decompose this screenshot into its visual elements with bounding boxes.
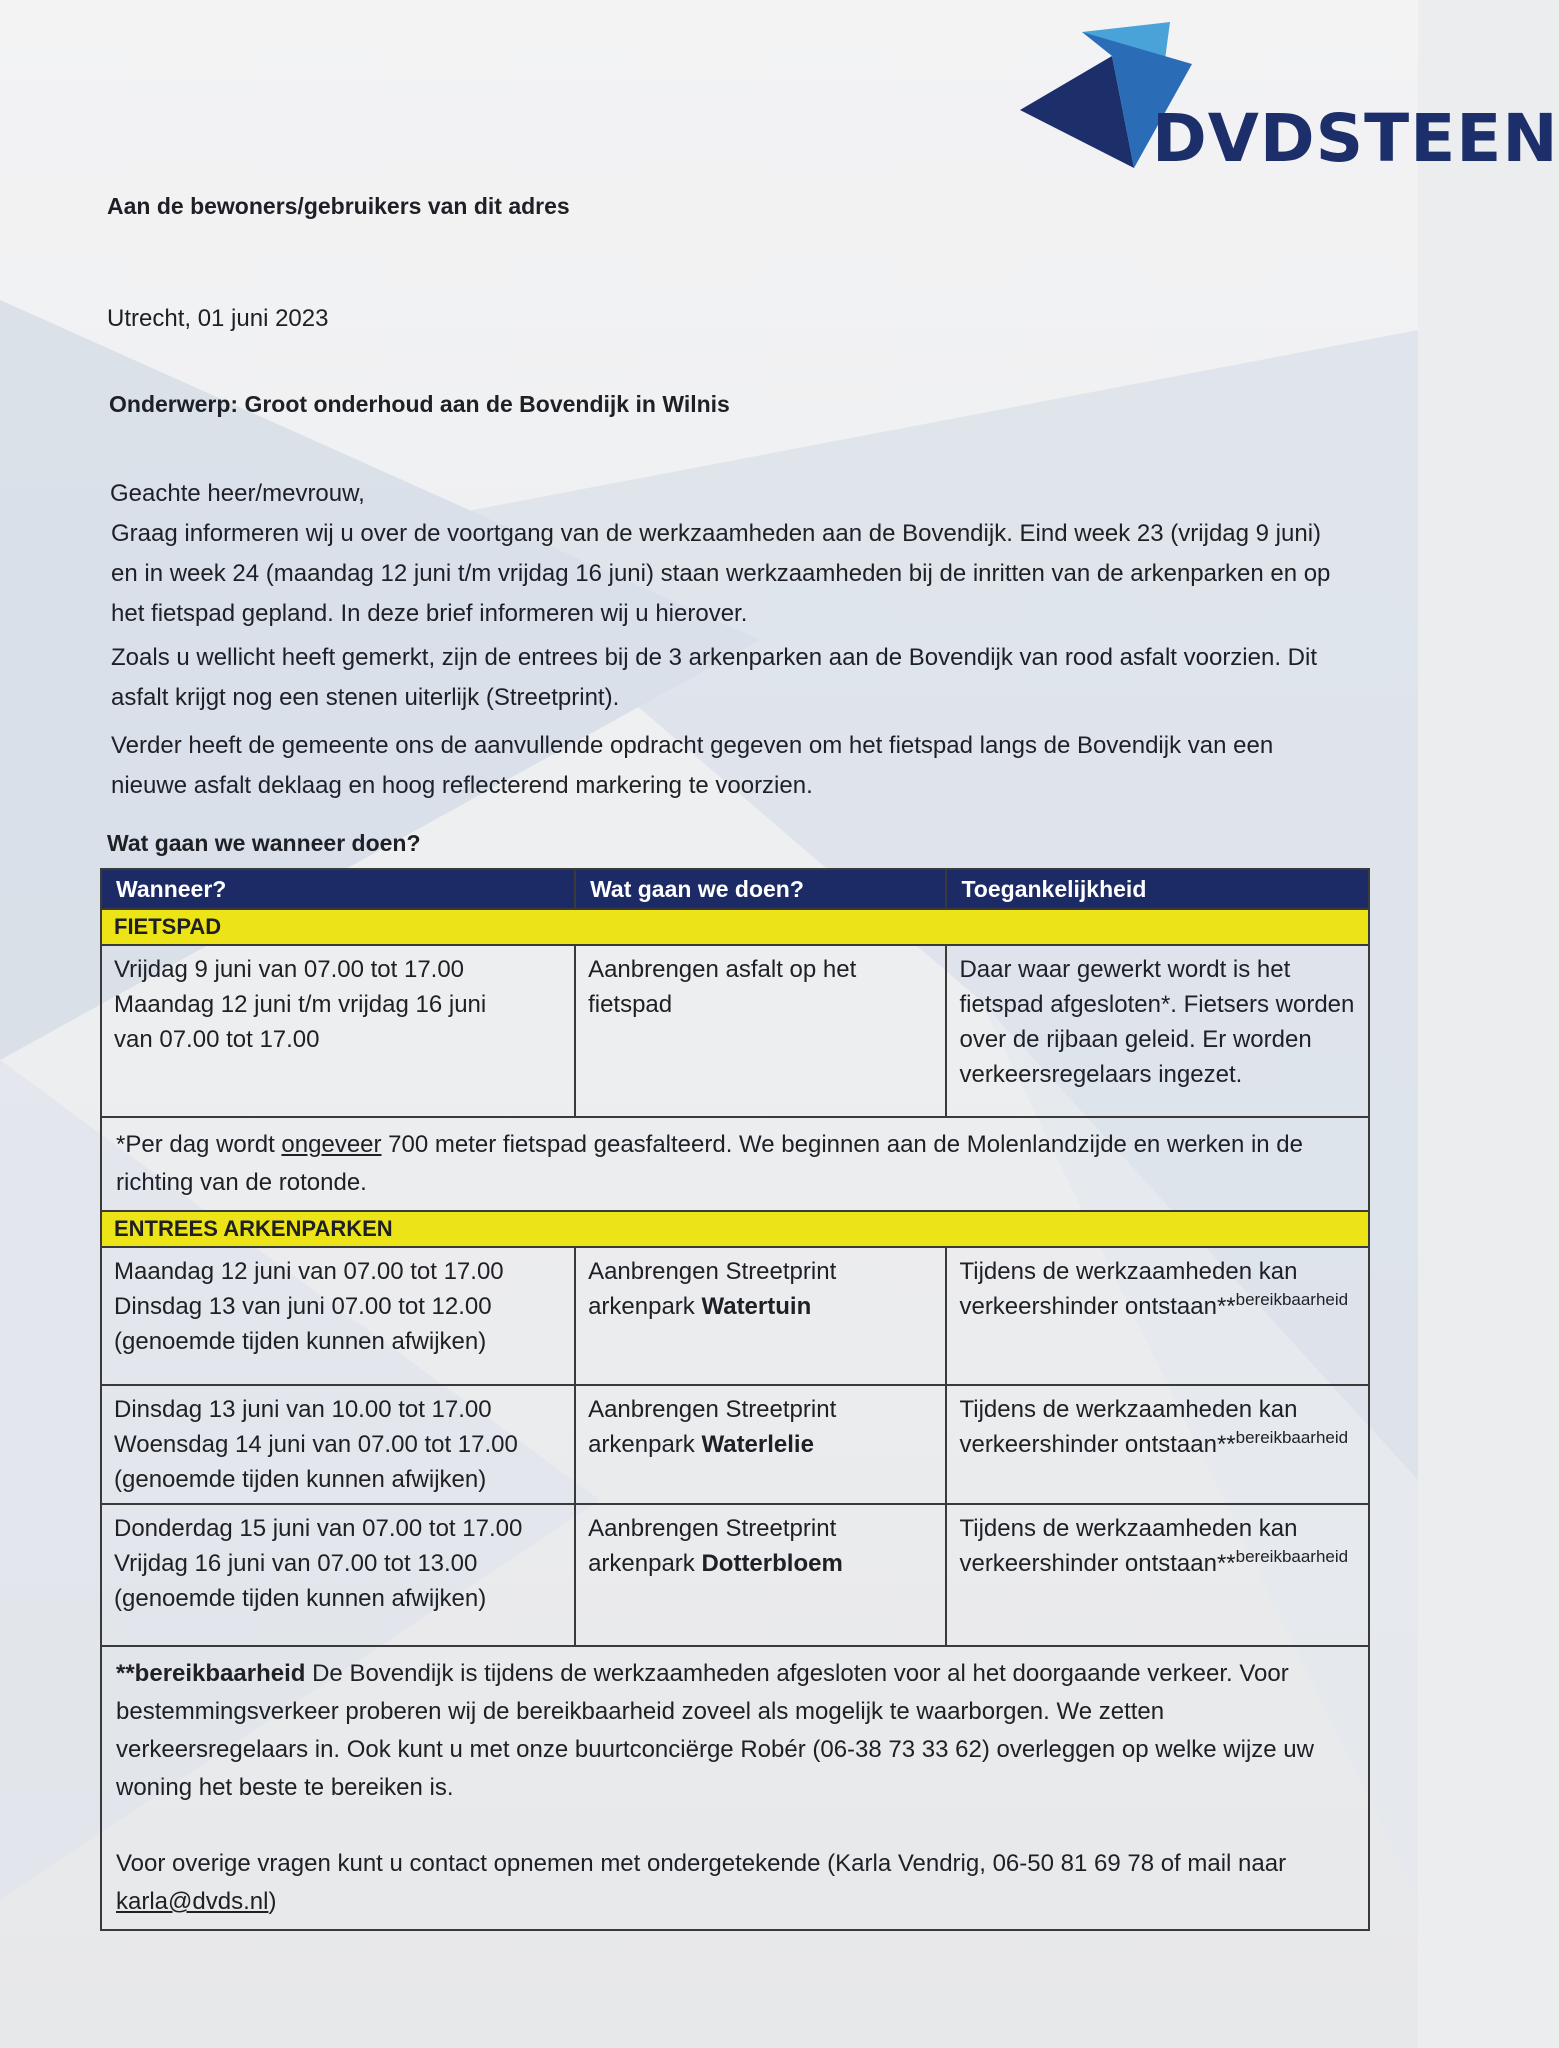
table-header-row	[101, 869, 1369, 909]
what-text: Aanbrengen Streetprint arkenpark	[588, 1258, 837, 1320]
section-row-entrees	[101, 1211, 1369, 1247]
what-cell	[575, 1385, 946, 1504]
when-cell	[101, 1385, 575, 1504]
when-line: Dinsdag 13 van juni 07.00 tot 12.00	[114, 1293, 492, 1320]
paragraph-2: Zoals u wellicht heeft gemerkt, zijn de entrees bij de 3 arkenparken aan de Bovendijk van rood asfalt voorzien. Dit asfalt krijgt nog een stenen uiterlijk (Streetprint).	[111, 644, 1317, 711]
access-text: Tijdens de werkzaamheden kan verkeershinder ontstaan	[959, 1258, 1298, 1320]
access-sup: bereikbaarheid	[1235, 1290, 1349, 1309]
when-line: van 07.00 tot 17.00	[114, 1026, 320, 1053]
schedule-table	[100, 868, 1370, 1931]
access-cell	[946, 1247, 1369, 1385]
contact-email-link[interactable]: karla@dvds.nl	[116, 1888, 269, 1915]
column-header: Wanneer?	[101, 869, 575, 909]
when-line: Vrijdag 16 juni van 07.00 tot 13.00	[114, 1550, 478, 1577]
table-row	[101, 1385, 1369, 1504]
salutation: Geachte heer/mevrouw,	[110, 480, 365, 507]
when-line: (genoemde tijden kunnen afwijken)	[114, 1585, 487, 1612]
bereikbaarheid-note	[101, 1646, 1369, 1930]
access-text: Tijdens de werkzaamheden kan verkeershinder ontstaan	[959, 1396, 1298, 1458]
when-cell	[101, 945, 575, 1117]
when-cell	[101, 1504, 575, 1646]
arkenpark-name: Dotterbloem	[701, 1550, 843, 1577]
arkenpark-name: Watertuin	[701, 1293, 812, 1320]
what-text: Aanbrengen Streetprint arkenpark	[588, 1396, 837, 1458]
access-cell	[946, 1385, 1369, 1504]
note-row	[101, 1117, 1369, 1211]
column-header: Toegankelijkheid	[946, 869, 1369, 909]
note-text: 700 meter fietspad geasfalteerd. We beginnen aan de Molenlandzijde en werken in de richting van de rotonde.	[116, 1131, 1304, 1196]
recipient-line: Aan de bewoners/gebruikers van dit adres	[107, 193, 570, 219]
when-line: Maandag 12 juni van 07.00 tot 17.00	[114, 1258, 504, 1285]
subject-line: Onderwerp: Groot onderhoud aan de Bovendijk in Wilnis	[109, 391, 730, 417]
when-line: Vrijdag 9 juni van 07.00 tot 17.00	[114, 956, 465, 983]
column-header: Wat gaan we doen?	[575, 869, 946, 909]
access-mark: **	[1216, 1431, 1236, 1458]
section-label: ENTREES ARKENPARKEN	[101, 1211, 1369, 1247]
when-line: Donderdag 15 juni van 07.00 tot 17.00	[114, 1515, 523, 1542]
spacer	[116, 1807, 1354, 1845]
section-row-fietspad	[101, 909, 1369, 945]
logo-wordmark: DVDSTEEN	[1152, 100, 1559, 177]
access-mark: **	[1216, 1550, 1236, 1577]
contact-text: Voor overige vragen kunt u contact opnemen met ondergetekende (Karla Vendrig, 06-50 81 69 78 of mail naar	[116, 1850, 1287, 1877]
when-line: Dinsdag 13 juni van 10.00 tot 17.00	[114, 1396, 492, 1423]
access-cell	[946, 1504, 1369, 1646]
access-sup: bereikbaarheid	[1235, 1547, 1349, 1566]
when-line: (genoemde tijden kunnen afwijken)	[114, 1328, 487, 1355]
when-line: (genoemde tijden kunnen afwijken)	[114, 1466, 487, 1493]
note-text: *Per dag wordt	[116, 1131, 282, 1158]
section-label: FIETSPAD	[101, 909, 1369, 945]
what-cell: Aanbrengen asfalt op het fietspad	[575, 945, 946, 1117]
what-cell	[575, 1504, 946, 1646]
fietspad-note	[101, 1117, 1369, 1211]
access-cell: Daar waar gewerkt wordt is het fietspad afgesloten*. Fietsers worden over de rijbaan geleid. Er worden verkeersregelaars ingezet.	[946, 945, 1369, 1117]
what-cell	[575, 1247, 946, 1385]
footer-text: De Bovendijk is tijdens de werkzaamheden afgesloten voor al het doorgaande verkeer. Voor bestemmingsverkeer proberen wij de bereikbaarheid zoveel als mogelijk te waarborgen. We zetten verkeersregelaars in. Ook kunt u met onze buurtconciërge Robér (06-38 73 33 62) overleggen op welke wijze uw woning het beste te bereiken is.	[116, 1660, 1314, 1801]
arkenpark-name: Waterlelie	[701, 1431, 814, 1458]
place-date: Utrecht, 01 juni 2023	[107, 305, 329, 332]
paragraph-1: Graag informeren wij u over de voortgang van de werkzaamheden aan de Bovendijk. Eind week 23 (vrijdag 9 juni) en in week 24 (maandag 12 juni t/m vrijdag 16 juni) staan werkzaamheden bij de inritten van de arkenparken en op het fietspad gepland. In deze brief informeren wij u hierover.	[111, 520, 1331, 627]
access-sup: bereikbaarheid	[1235, 1428, 1349, 1447]
access-text: Tijdens de werkzaamheden kan verkeershinder ontstaan	[959, 1515, 1298, 1577]
when-line: Woensdag 14 juni van 07.00 tot 17.00	[114, 1431, 518, 1458]
paragraph-3: Verder heeft de gemeente ons de aanvullende opdracht gegeven om het fietspad langs de Bovendijk van een nieuwe asfalt deklaag en hoog reflecterend markering te voorzien.	[111, 732, 1274, 799]
table-row	[101, 1247, 1369, 1385]
what-text: Aanbrengen Streetprint arkenpark	[588, 1515, 837, 1577]
access-mark: **	[1216, 1293, 1236, 1320]
table-row	[101, 1504, 1369, 1646]
footer-row	[101, 1646, 1369, 1930]
table-heading: Wat gaan we wanneer doen?	[107, 830, 421, 856]
when-line: Maandag 12 juni t/m vrijdag 16 juni	[114, 991, 487, 1018]
contact-text-end: )	[268, 1888, 277, 1915]
when-cell	[101, 1247, 575, 1385]
footer-label: **bereikbaarheid	[116, 1660, 306, 1687]
note-underlined: ongeveer	[281, 1131, 382, 1158]
table-row	[101, 945, 1369, 1117]
